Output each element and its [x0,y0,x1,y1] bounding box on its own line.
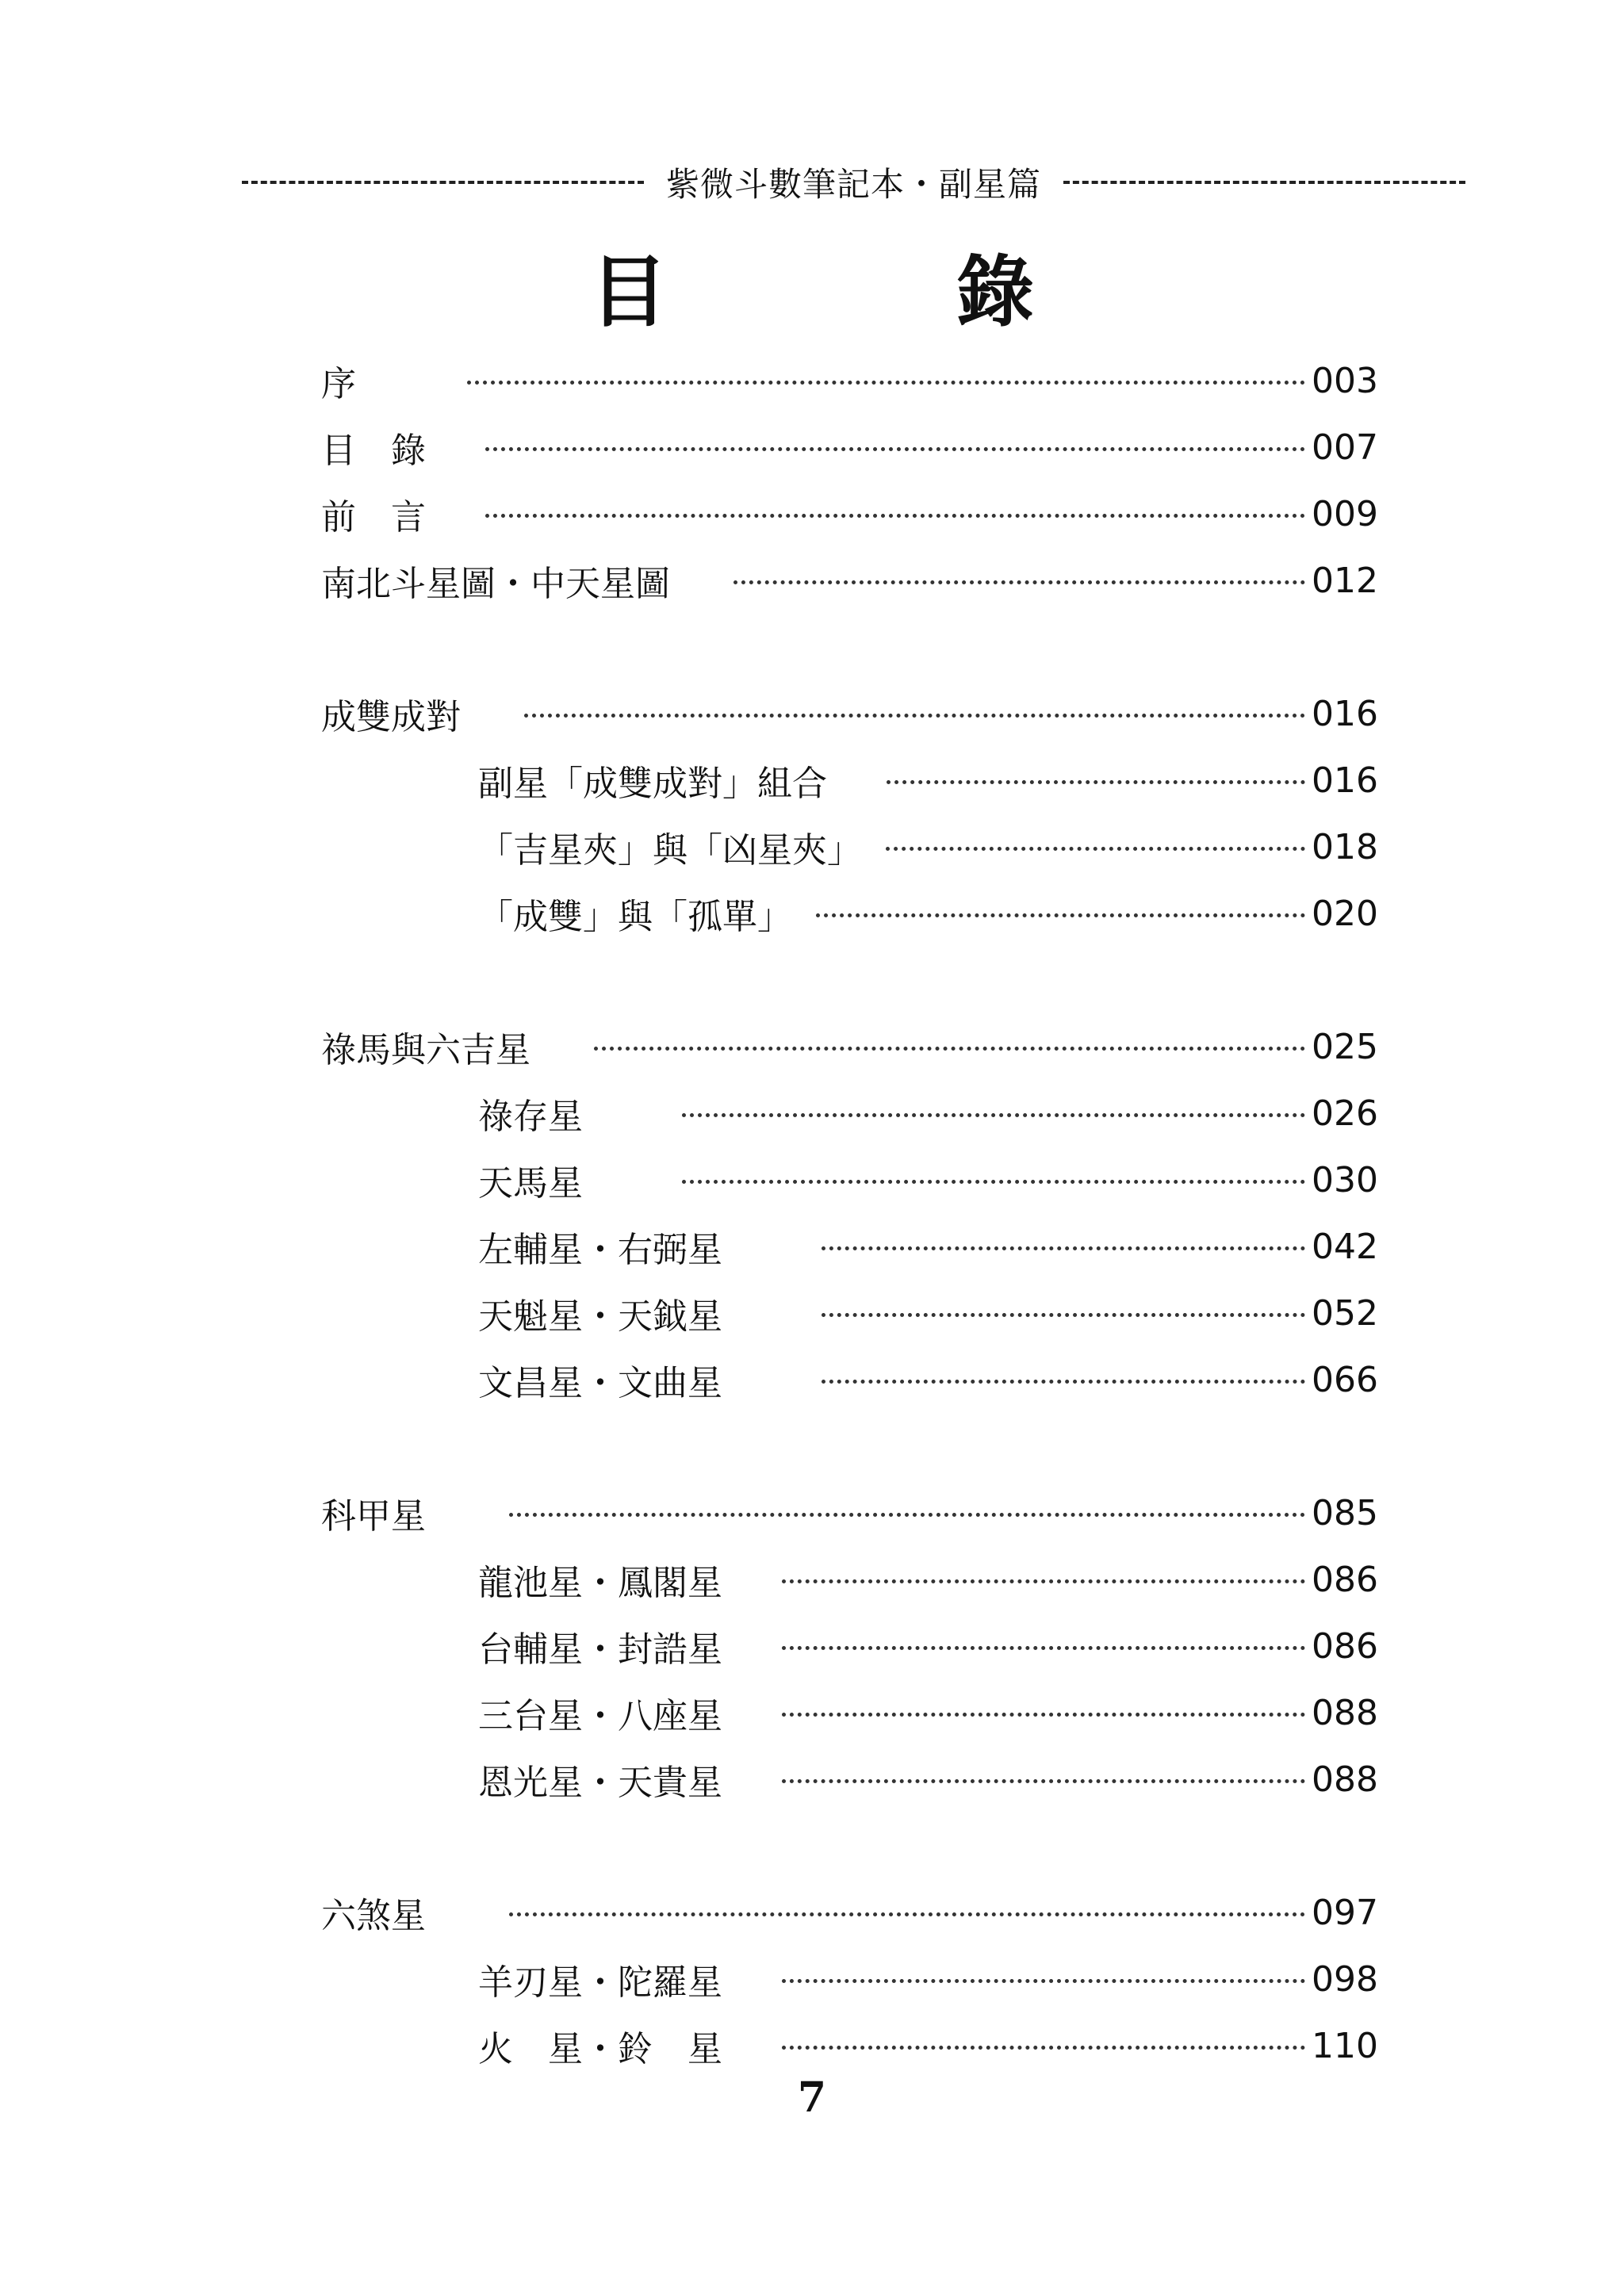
toc-entry [321,680,1378,747]
toc-leader [509,1912,1305,1916]
toc-leader [485,514,1305,518]
toc-entry [321,1879,1378,1946]
toc-page: 016 [1312,693,1378,734]
toc-entry [478,1746,1378,1813]
toc-entry [321,414,1378,480]
toc-leader [782,1979,1305,1983]
toc-page: 042 [1312,1226,1378,1267]
toc-label: 恩光星・天貴星 [478,1763,722,1803]
toc-entry [478,2012,1378,2079]
toc-page: 098 [1312,1958,1378,2000]
toc-leader [822,1246,1305,1250]
toc-label: 科甲星 [321,1496,426,1537]
toc-entry [478,1613,1378,1679]
toc-label: 六煞星 [321,1896,426,1936]
toc-page: 020 [1312,893,1378,934]
toc-page: 025 [1312,1026,1378,1067]
toc-label: 祿馬與六吉星 [321,1030,530,1070]
page-number: 7 [797,2073,827,2122]
toc-page: 052 [1312,1292,1378,1334]
toc-page: 003 [1312,360,1378,401]
toc-entry [478,1946,1378,2012]
toc-page: 026 [1312,1093,1378,1134]
toc-leader [782,2046,1305,2050]
toc-entry [321,547,1378,614]
toc-leader [782,1779,1305,1783]
header-title: 紫微斗數筆記本・副星篇 [666,165,1042,204]
toc-page: 085 [1312,1492,1378,1533]
toc-entry [478,1679,1378,1746]
toc-entry [478,1147,1378,1213]
toc-page: 012 [1312,560,1378,601]
toc-entry [321,347,1378,414]
toc-leader [782,1713,1305,1717]
toc-entry [321,480,1378,547]
toc-page: 066 [1312,1359,1378,1400]
toc-leader [887,780,1305,784]
toc-page: 086 [1312,1625,1378,1667]
toc-label: 左輔星・右弼星 [478,1230,722,1270]
toc-entry [478,1213,1378,1280]
header-rule-right [1063,181,1465,184]
toc-page: 018 [1312,826,1378,867]
toc-label: 祿存星 [478,1097,583,1137]
toc-page: 088 [1312,1692,1378,1733]
toc-page: 016 [1312,760,1378,801]
toc-label: 目 錄 [321,431,426,471]
toc-entry [321,1480,1378,1546]
toc-page: 030 [1312,1159,1378,1200]
toc-entry [478,880,1378,947]
toc-label: 「成雙」與「孤單」 [478,897,792,937]
toc-label: 成雙成對 [321,697,461,737]
toc-label: 序 [321,364,356,404]
toc-page: 009 [1312,493,1378,534]
toc-entry [478,814,1378,880]
toc-entry [478,1280,1378,1346]
toc-leader [822,1313,1305,1317]
running-header [242,157,1465,208]
toc-label: 前 言 [321,497,426,538]
page-title: 目 錄 [589,247,1122,338]
toc-page: 097 [1312,1892,1378,1933]
toc-page: 086 [1312,1559,1378,1600]
toc-leader [524,714,1305,718]
toc-label: 龍池星・鳳閣星 [478,1563,722,1603]
toc-label: 三台星・八座星 [478,1696,722,1736]
toc-label: 羊刃星・陀羅星 [478,1962,722,2003]
toc-label: 「吉星夾」與「凶星夾」 [478,830,862,871]
toc-label: 天馬星 [478,1163,583,1204]
toc-leader [485,447,1305,451]
toc-label: 火 星・鈴 星 [478,2029,722,2069]
toc-entry [321,1013,1378,1080]
toc-leader [886,847,1305,851]
toc-label: 副星「成雙成對」組合 [478,764,827,804]
toc-entry [478,1546,1378,1613]
toc-label: 南北斗星圖・中天星圖 [321,564,670,604]
toc-leader [682,1113,1305,1117]
toc-entry [478,1346,1378,1413]
toc-leader [782,1579,1305,1583]
toc-leader [509,1513,1305,1517]
toc-leader [733,580,1305,584]
toc-label: 天魁星・天鉞星 [478,1296,722,1337]
toc-leader [822,1380,1305,1384]
toc-page: 088 [1312,1759,1378,1800]
header-rule-left [242,181,644,184]
toc-label: 台輔星・封誥星 [478,1629,722,1670]
toc-leader [782,1646,1305,1650]
toc-entry [478,747,1378,814]
toc-page: 007 [1312,427,1378,468]
toc-entry [478,1080,1378,1147]
toc-leader [594,1047,1305,1051]
toc-leader [682,1180,1305,1184]
toc-leader [467,381,1305,385]
toc-leader [816,913,1305,917]
toc-page: 110 [1312,2025,1378,2066]
toc-label: 文昌星・文曲星 [478,1363,722,1403]
